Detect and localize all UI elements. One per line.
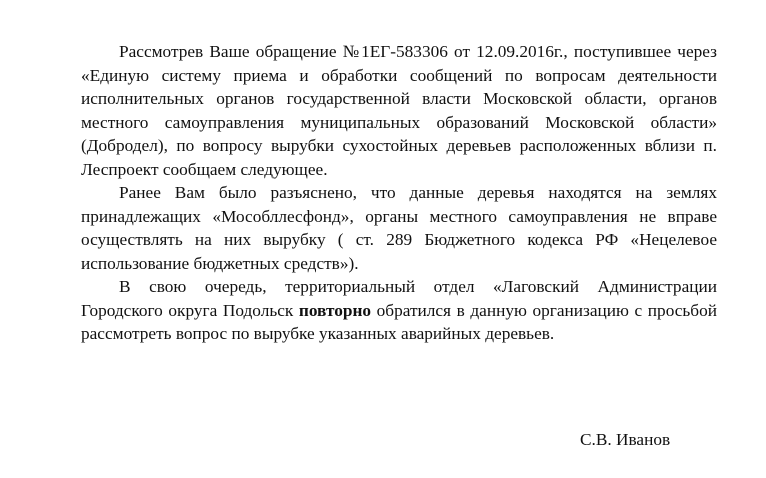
paragraph-text-start: В свою очередь, территориальный отдел «Лаговский Администрации Городского округа Подольск xyxy=(81,277,717,320)
letter-body xyxy=(81,40,717,346)
paragraph-repeat-request xyxy=(81,275,717,346)
paragraph-previous-explanation: Ранее Вам было разъяснено, что данные деревья находятся на землях принадлежащих «Мособллесфонд», органы местного самоуправления не вправе осуществлять на них вырубку ( ст. 289 Бюджетного кодекса РФ «Нецелевое использование бюджетных средств»). xyxy=(81,183,717,273)
emphasized-word: повторно xyxy=(298,300,372,320)
signature: С.В. Иванов xyxy=(580,430,671,449)
paragraph-response-intro: Рассмотрев Ваше обращение №1ЕГ-583306 от 12.09.2016г., поступившее через «Единую систему приема и обработки сообщений по вопросам деятельности исполнительных органов государственной власти Московской области, органов местного самоуправления муниципальных образований Московской области» (Добродел), по вопросу вырубки сухостойных деревьев расположенных вблизи п. Леспроект сообщаем следующее. xyxy=(81,42,717,179)
paragraph-text-end: обратился в данную организацию с просьбой рассмотреть вопрос по вырубке указанных аварийных деревьев. xyxy=(81,300,717,343)
